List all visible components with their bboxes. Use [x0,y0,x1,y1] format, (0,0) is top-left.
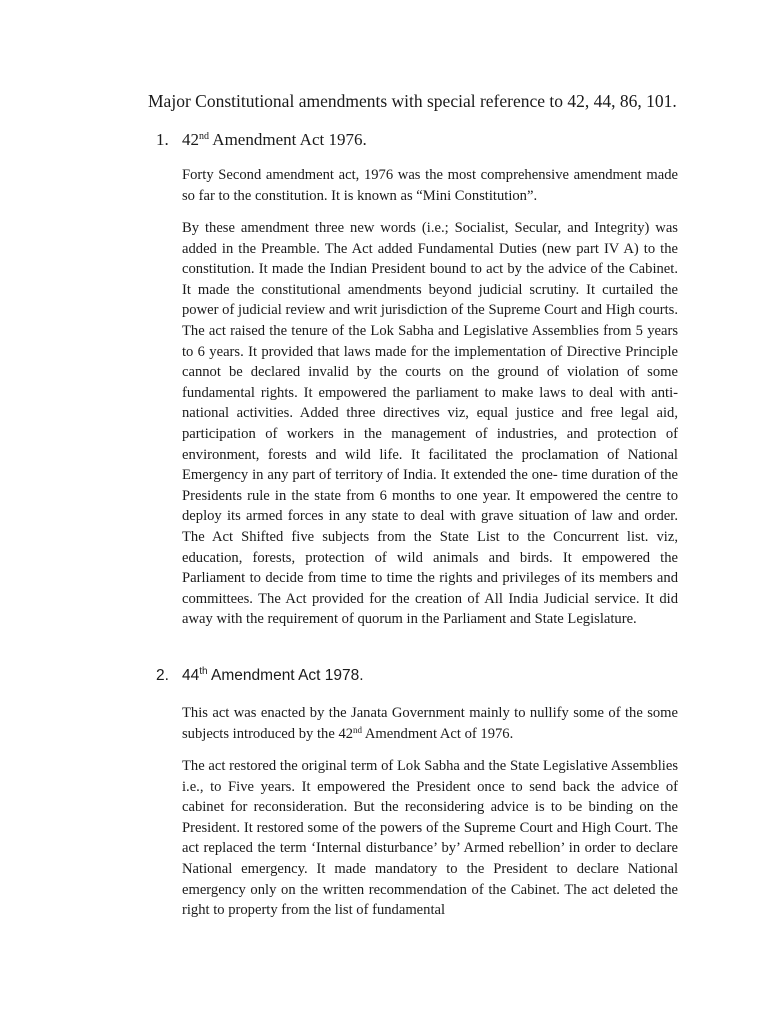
heading-text: Amendment Act 1976. [209,130,367,149]
heading-ordinal-suffix: nd [199,131,209,142]
paragraph-44-intro [182,703,678,744]
section-heading-42 [156,130,367,150]
paragraph-text: Amendment Act of 1976. [362,725,514,742]
heading-amendment-number: 44 [182,667,200,684]
paragraph-42-intro: Forty Second amendment act, 1976 was the most comprehensive amendment made so far to the constitution. It is known as “Mini Constitution”. [182,167,678,204]
paragraph-44-details: The act restored the original term of Lok Sabha and the State Legislative Assemblies i.e., to Five years. It empowered the President once to send back the advice of cabinet for reconsideration. But the reconsidering advice is to be binding on the President. It restored some of the powers of the Supreme Court and High Court. The act replaced the term ‘Internal disturbance’ by’ Armed rebellion’ in order to declare National emergency. It made mandatory to the President to declare National emergency only on the written recommendation of the Cabinet. The act deleted the right to property from the list of fundamental [182,758,678,919]
ordinal-suffix: nd [353,724,363,735]
heading-text: Amendment Act 1978. [207,667,364,684]
paragraph-42-details: By these amendment three new words (i.e.; Socialist, Secular, and Integrity) was added in the Preamble. The Act added Fundamental Duties (new part IV A) to the constitution. It made the Indian President bound to act by the advice of the Cabinet. It made the constitutional amendments beyond judicial scrutiny. It curtailed the power of judicial review and writ jurisdiction of the Supreme Court and High courts. The act raised the tenure of the Lok Sabha and Legislative Assemblies from 5 years to 6 years. It provided that laws made for the implementation of Directive Principle cannot be declared invalid by the courts on the ground of violation of some fundamental rights. It empowered the parliament to make laws to deal with anti- national activities. Added three directives viz, equal justice and free legal aid, participation of workers in the management of industries, and protection of environment, forests and wild life. It facilitated the proclamation of National Emergency in any part of territory of India. It extended the one- time duration of the Presidents rule in the state from 6 months to one year. It empowered the centre to deploy its armed forces in any state to deal with grave situation of law and order. The Act Shifted five subjects from the State List to the Concurrent list. viz, education, forests, protection of wild animals and birds. It empowered the Parliament to decide from time to time the rights and privileges of its members and committees. The Act provided for the creation of All India Judicial service. It did away with the requirement of quorum in the Parliament and State Legislature. [182,220,678,628]
section-number: 1. [156,130,169,149]
paragraph-text: This act was enacted by the Janata Government mainly to nullify some of the some subjects introduced by the 42 [182,705,678,742]
page-title: Major Constitutional amendments with special reference to 42, 44, 86, 101. [148,91,677,111]
heading-ordinal-suffix: th [199,666,208,677]
section-number: 2. [156,667,169,684]
heading-amendment-number: 42 [182,130,199,149]
section-heading-44 [156,667,364,685]
